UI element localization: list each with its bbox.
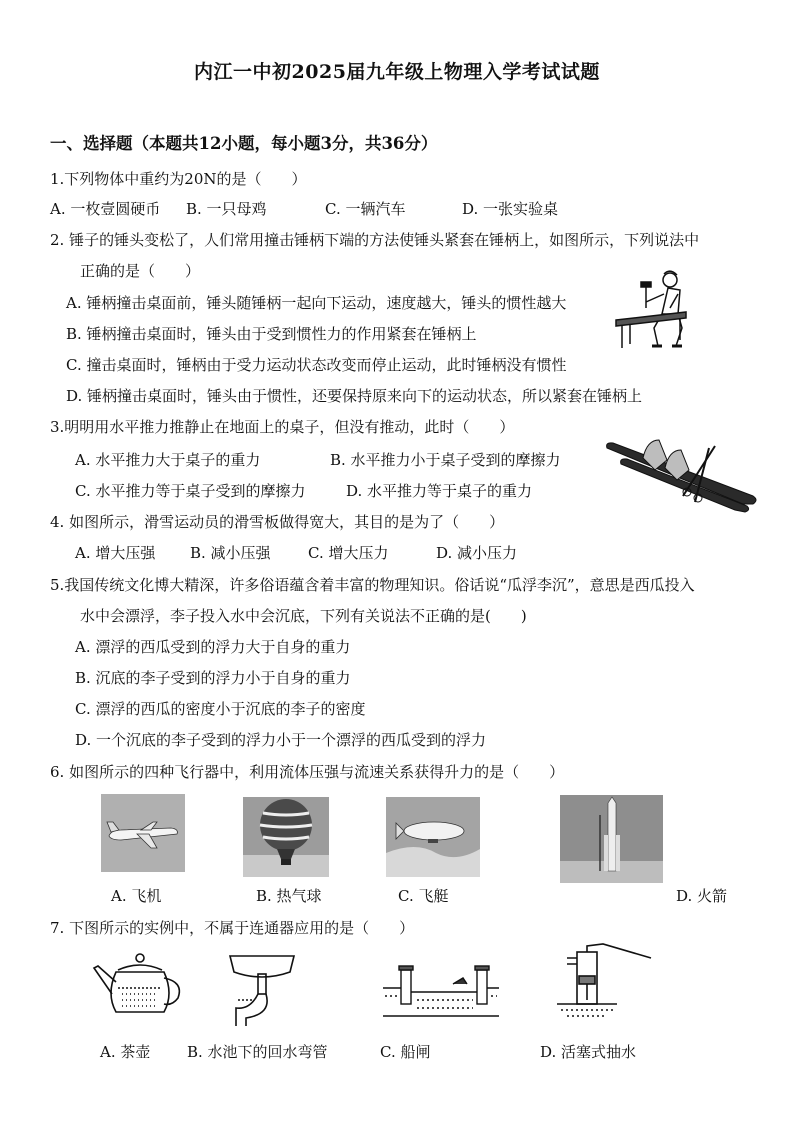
q7-caption-b: B. 水池下的回水弯管 — [187, 1043, 328, 1061]
q2-stem-line1: 2. 锤子的锤头变松了，人们常用撞击锤柄下端的方法使锤头紧套在锤柄上，如图所示，下列说法中 — [50, 231, 700, 249]
q2-option-b: B. 锤柄撞击桌面时，锤头由于受到惯性力的作用紧套在锤柄上 — [66, 325, 477, 343]
q4-option-b: B. 减小压强 — [190, 544, 271, 562]
q5-option-a: A. 漂浮的西瓜受到的浮力大于自身的重力 — [75, 638, 351, 656]
sink-trap-icon — [224, 950, 300, 1030]
q7-stem: 7. 下图所示的实例中，不属于连通器应用的是（ ） — [50, 919, 415, 937]
q1-stem: 1.下列物体中重约为20N的是（ ） — [50, 170, 307, 188]
hot-air-balloon-icon — [243, 797, 329, 877]
q6-caption-b: B. 热气球 — [256, 887, 322, 905]
q4-option-c: C. 增大压力 — [308, 544, 389, 562]
q4-option-a: A. 增大压强 — [75, 544, 156, 562]
q2-option-c: C. 撞击桌面时，锤柄由于受力运动状态改变而停止运动，此时锤柄没有惯性 — [66, 356, 567, 374]
rocket-photo — [560, 795, 663, 883]
q6-stem: 6. 如图所示的四种飞行器中，利用流体压强与流速关系获得升力的是（ ） — [50, 763, 565, 781]
hot-air-balloon-photo — [243, 797, 329, 877]
q6-caption-a: A. 飞机 — [111, 887, 162, 905]
q5-stem-line1: 5.我国传统文化博大精深，许多俗语蕴含着丰富的物理知识。俗话说“瓜浮李沉”，意思是西瓜投入 — [50, 576, 695, 594]
rocket-icon — [560, 795, 663, 883]
q1-option-c: C. 一辆汽车 — [325, 200, 406, 218]
skis-figure — [603, 430, 759, 516]
q4-option-d: D. 减小压力 — [436, 544, 518, 562]
q7-caption-c: C. 船闸 — [380, 1043, 431, 1061]
q5-stem-line2: 水中会漂浮，李子投入水中会沉底，下列有关说法不正确的是( ) — [80, 607, 527, 625]
airplane-icon — [101, 794, 185, 872]
airship-icon — [386, 797, 480, 877]
q7-caption-d: D. 活塞式抽水 — [540, 1043, 637, 1061]
q5-option-c: C. 漂浮的西瓜的密度小于沉底的李子的密度 — [75, 700, 366, 718]
airplane-photo — [101, 794, 185, 872]
q1-option-b: B. 一只母鸡 — [186, 200, 267, 218]
piston-pump-icon — [547, 940, 653, 1020]
q7-caption-a: A. 茶壶 — [100, 1043, 151, 1061]
q1-option-a: A. 一枚壹圆硬币 — [50, 200, 161, 218]
q3-option-c: C. 水平推力等于桌子受到的摩擦力 — [75, 482, 306, 500]
hammer-bench-figure — [612, 266, 700, 354]
q3-option-d: D. 水平推力等于桌子的重力 — [346, 482, 533, 500]
ship-lock-icon — [383, 962, 499, 1022]
airship-photo — [386, 797, 480, 877]
q3-option-a: A. 水平推力大于桌子的重力 — [75, 451, 261, 469]
section-heading: 一、选择题（本题共12小题，每小题3分，共36分） — [50, 134, 438, 153]
q6-caption-c: C. 飞艇 — [398, 887, 449, 905]
q5-option-b: B. 沉底的李子受到的浮力小于自身的重力 — [75, 669, 351, 687]
teapot-icon — [92, 948, 188, 1024]
q3-option-b: B. 水平推力小于桌子受到的摩擦力 — [330, 451, 561, 469]
q6-caption-d: D. 火箭 — [676, 887, 728, 905]
q4-stem: 4. 如图所示，滑雪运动员的滑雪板做得宽大，其目的是为了（ ） — [50, 513, 505, 531]
exam-title: 内江一中初2025届九年级上物理入学考试试题 — [194, 61, 600, 83]
q1-option-d: D. 一张实验桌 — [462, 200, 559, 218]
q2-stem-line2: 正确的是（ ） — [80, 262, 201, 280]
q3-stem: 3.明明用水平推力推静止在地面上的桌子，但没有推动，此时（ ） — [50, 418, 515, 436]
q2-option-d: D. 锤柄撞击桌面时，锤头由于惯性，还要保持原来向下的运动状态，所以紧套在锤柄上 — [66, 387, 643, 405]
q2-option-a: A. 锤柄撞击桌面前，锤头随锤柄一起向下运动，速度越大，锤头的惯性越大 — [66, 294, 567, 312]
q5-option-d: D. 一个沉底的李子受到的浮力小于一个漂浮的西瓜受到的浮力 — [75, 731, 487, 749]
